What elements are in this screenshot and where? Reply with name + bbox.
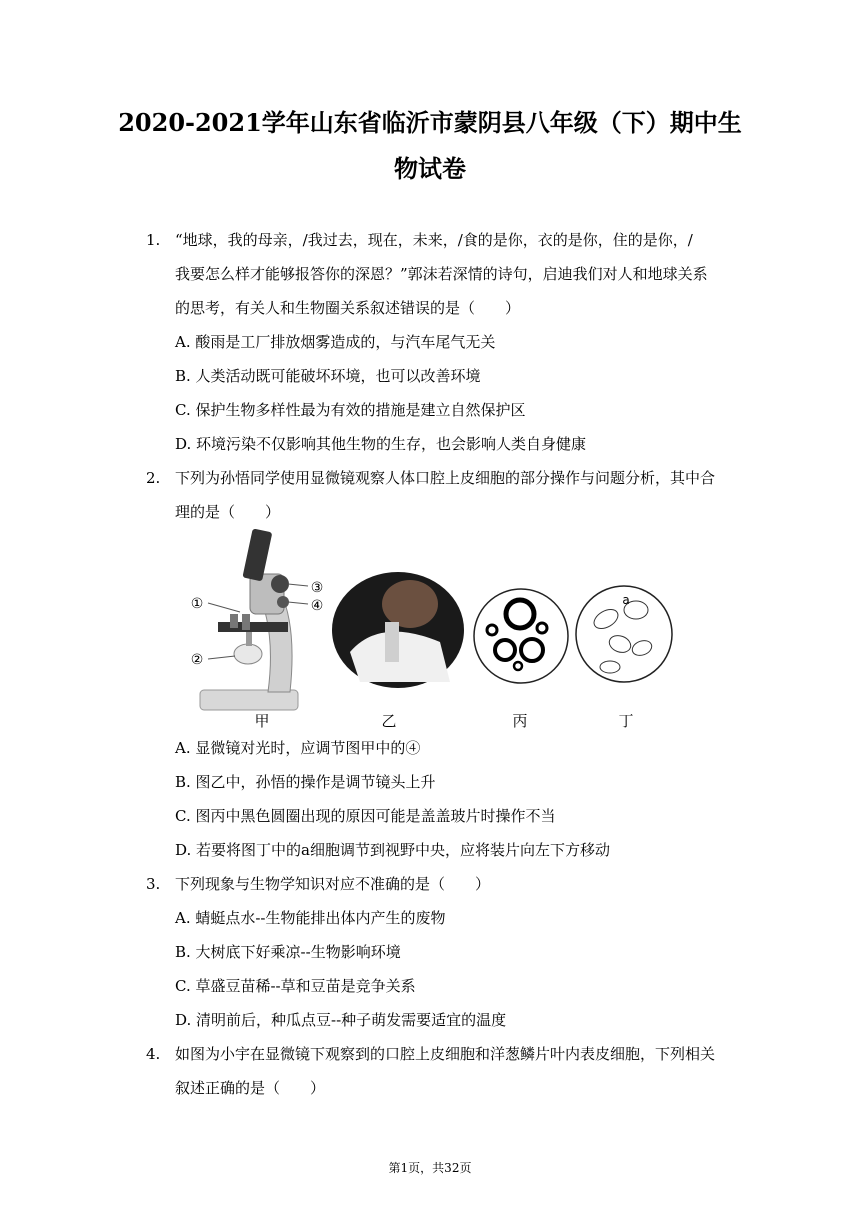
question-3-option-b: B. 大树底下好乘凉--生物影响环境 — [175, 943, 401, 961]
question-2-number: 2. — [146, 469, 161, 487]
question-1-option-a: A. 酸雨是工厂排放烟雾造成的，与汽车尾气无关 — [175, 333, 496, 351]
question-4-number: 4. — [146, 1045, 161, 1063]
microscope-illustration — [200, 528, 308, 710]
callout-1: ① — [190, 596, 204, 612]
question-1-option-c: C. 保护生物多样性最为有效的措施是建立自然保护区 — [175, 401, 526, 419]
cell-a-label: a — [622, 593, 630, 607]
question-4-line: 如图为小宇在显微镜下观察到的口腔上皮细胞和洋葱鳞片叶内表皮细胞，下列相关 — [175, 1045, 716, 1063]
page-footer: 第1页，共32页 — [388, 1161, 472, 1175]
question-3-line: 下列现象与生物学知识对应不准确的是（ ） — [175, 875, 491, 893]
question-2-option-c: C. 图丙中黑色圆圈出现的原因可能是盖盖玻片时操作不当 — [175, 807, 556, 825]
question-1-option-d: D. 环境污染不仅影响其他生物的生存，也会影响人类自身健康 — [175, 435, 587, 453]
question-2-option-a: A. 显微镜对光时，应调节图甲中的④ — [175, 739, 421, 757]
question-2-option-b: B. 图乙中，孙悟的操作是调节镜头上升 — [175, 773, 436, 791]
callout-4: ④ — [310, 598, 324, 614]
question-1-line: 我要怎么样才能够报答你的深恩？”郭沫若深情的诗句，启迪我们对人和地球关系 — [175, 265, 708, 283]
question-1-line: 的思考，有关人和生物圈关系叙述错误的是（ ） — [175, 299, 521, 317]
view-with-bubbles — [474, 589, 568, 683]
question-1-number: 1. — [146, 231, 161, 249]
exam-title-line2: 物试卷 — [394, 154, 466, 183]
question-1-option-b: B. 人类活动既可能破坏环境，也可以改善环境 — [175, 367, 481, 385]
question-2-line: 理的是（ ） — [175, 503, 281, 521]
microscope-figure — [180, 522, 680, 732]
figure-label-jia: 甲 — [254, 712, 270, 730]
figure-label-yi: 乙 — [381, 712, 397, 730]
question-3-option-c: C. 草盛豆苗稀--草和豆苗是竞争关系 — [175, 977, 416, 995]
question-4-line: 叙述正确的是（ ） — [175, 1079, 326, 1097]
question-3-option-d: D. 清明前后，种瓜点豆--种子萌发需要适宜的温度 — [175, 1011, 507, 1029]
question-2-line: 下列为孙悟同学使用显微镜观察人体口腔上皮细胞的部分操作与问题分析，其中合 — [175, 469, 716, 487]
figure-label-ding: 丁 — [618, 712, 634, 730]
figure-label-bing: 丙 — [512, 712, 528, 730]
question-3-number: 3. — [146, 875, 161, 893]
question-3-option-a: A. 蜻蜓点水--生物能排出体内产生的废物 — [175, 909, 446, 927]
student-photo — [332, 572, 464, 688]
callout-2: ② — [190, 652, 204, 668]
exam-title-line1: 2020-2021学年山东省临沂市蒙阴县八年级（下）期中生 — [118, 108, 742, 137]
question-2-option-d: D. 若要将图丁中的a细胞调节到视野中央，应将装片向左下方移动 — [175, 841, 610, 859]
callout-3: ③ — [310, 580, 324, 596]
question-1-line: “地球，我的母亲，/我过去，现在，未来，/食的是你，衣的是你，住的是你，/ — [175, 231, 693, 249]
